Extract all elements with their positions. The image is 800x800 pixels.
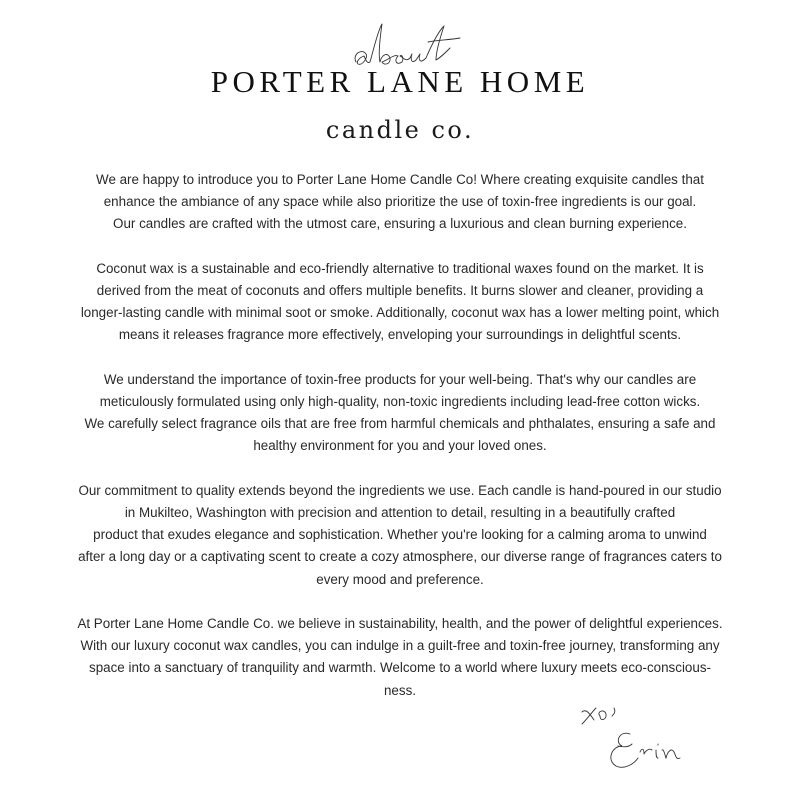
text-line: meticulously formulated using only high-quality, non-toxic ingredients including lead-free cotton wicks. [99, 394, 701, 409]
text-line: every mood and preference. [316, 571, 484, 587]
paragraph-coconut-wax [55, 258, 745, 347]
text-line: enhance the ambiance of any space while also prioritize the use of toxin-free ingredients is our goal. [103, 194, 697, 210]
paragraph-closing [55, 613, 745, 702]
text-line: Coconut wax is a sustainable and eco-friendly alternative to traditional waxes found on the market. It is [96, 260, 704, 276]
text-line: Our candles are crafted with the utmost care, ensuring a luxurious and clean burning experience. [113, 216, 687, 232]
text-line: We understand the importance of toxin-free products for your well-being. That's why our candles are [103, 371, 697, 387]
paragraph-intro [55, 169, 745, 236]
signature-sign-off [0, 0, 1, 1]
brand-subtitle: candle co. [325, 116, 475, 144]
about-script-label [0, 0, 1, 1]
text-line: space into a sanctuary of tranquility and warmth. Welcome to a world where luxury meets eco-conscious- [89, 660, 711, 676]
text-line: means it releases fragrance more effectively, enveloping your surroundings in delightful scents. [118, 327, 682, 343]
text-line: product that exudes elegance and sophistication. Whether you're looking for a calming aroma to unwind [93, 527, 707, 543]
signature-name [0, 0, 1, 1]
text-line: longer-lasting candle with minimal soot or smoke. Additionally, coconut wax has a lower melting point, which [80, 305, 720, 321]
text-line: We carefully select fragrance oils that are free from harmful chemicals and phthalates, ensuring a safe and [84, 416, 716, 432]
paragraph-toxin-free [55, 369, 745, 458]
text-line: We are happy to introduce you to Porter Lane Home Candle Co! Where creating exquisite candles that [96, 172, 704, 187]
about-body [55, 169, 745, 724]
text-line: Our commitment to quality extends beyond the ingredients we use. Each candle is hand-poured in our studio [78, 482, 722, 498]
signature-handwritten [560, 690, 720, 790]
text-line: ness. [383, 682, 416, 698]
brand-title: PORTER LANE HOME [210, 64, 590, 99]
text-line: after a long day or a captivating scent to create a cozy atmosphere, our diverse range of fragrances caters to [78, 549, 722, 565]
text-line: With our luxury coconut wax candles, you can indulge in a guilt-free and toxin-free journey, transforming any [80, 638, 720, 654]
text-line: healthy environment for you and your loved ones. [253, 438, 547, 454]
text-line: At Porter Lane Home Candle Co. we believe in sustainability, health, and the power of delightful experiences. [77, 616, 723, 631]
paragraph-quality [55, 480, 745, 591]
text-line: in Mukilteo, Washington with precision and attention to detail, resulting in a beautifully crafted [124, 505, 676, 520]
text-line: derived from the meat of coconuts and offers multiple benefits. It burns slower and cleaner, providing a [96, 283, 704, 298]
